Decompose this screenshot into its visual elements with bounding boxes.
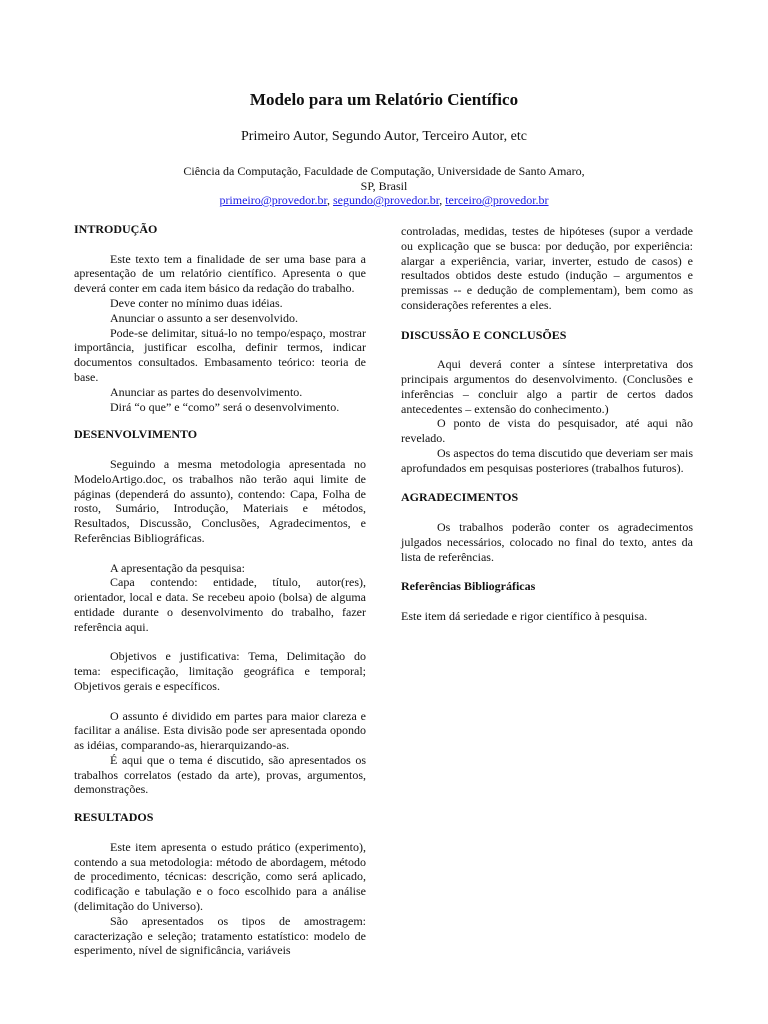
paragraph: Os trabalhos poderão conter os agradecimentos julgados necessários, colocado no final do texto, antes da lista de referências. bbox=[401, 519, 693, 564]
paragraph: Aqui deverá conter a síntese interpretativa dos principais argumentos do desenvolvimento. (Conclusões e inferências – concluir algo a partir de certos dados antecedentes – extensão do conhecimento.) bbox=[401, 357, 693, 416]
section-heading-discussao: DISCUSSÃO E CONCLUSÕES bbox=[401, 327, 567, 342]
paragraph: Os aspectos do tema discutido que deveriam ser mais aprofundados em pesquisas posteriores (trabalhos futuros). bbox=[401, 445, 693, 475]
paragraph: Pode-se delimitar, situá-lo no tempo/espaço, mostrar importância, justificar escolha, definir termos, indicar documentos consultados. Embasamento teórico: teoria de base. bbox=[74, 325, 366, 384]
email-separator: , bbox=[439, 193, 446, 207]
paragraph: Seguindo a mesma metodologia apresentada no ModeloArtigo.doc, os trabalhos não terão aqui limite de páginas (dependerá do assunto), contendo: Capa, Folha de rosto, Sumário, Introdução, Materiais e métodos, Resultados, Discussão, Conclusões, Agradecimentos, e Referências Bibliográficas. bbox=[74, 456, 366, 545]
section-heading-introducao: INTRODUÇÃO bbox=[74, 222, 158, 236]
paragraph: São apresentados os tipos de amostragem: caracterização e seleção; tratamento estatístico: modelo de esperimento, nível de significância, variáveis bbox=[74, 913, 366, 958]
paragraph: Este item apresenta o estudo prático (experimento), contendo a sua metodologia: método de abordagem, método de procedimento, técnicas: descrição, como será aplicado, codificação e tabulação e o foco escolhido para a análise (delimitação do Universo). bbox=[74, 839, 366, 914]
right-column bbox=[401, 224, 693, 624]
email-link-primeiro[interactable]: primeiro@provedor.br bbox=[219, 193, 327, 207]
paragraph: Anunciar as partes do desenvolvimento. bbox=[110, 384, 303, 399]
paragraph: controladas, medidas, testes de hipóteses (supor a verdade ou explicação que se busca: por dedução, por experiência: alargar a experiência, variar, inverter, estudo de casos) e resultados obtidos deste estudo (indução – argumentos e premissas -- e dedução de complementam), bem como as considerações referentes a eles. bbox=[401, 224, 693, 312]
section-heading-desenvolvimento: DESENVOLVIMENTO bbox=[74, 427, 198, 442]
paragraph: O ponto de vista do pesquisador, até aqui não revelado. bbox=[401, 416, 693, 446]
authors-line: Primeiro Autor, Segundo Autor, Terceiro Autor, etc bbox=[241, 129, 527, 144]
paragraph: Capa contendo: entidade, título, autor(res), orientador, local e data. Se recebeu apoio (bolsa) de alguma entidade durante o desenvolvimento do trabalho, fazer referência aqui. bbox=[74, 575, 366, 634]
email-list bbox=[150, 193, 618, 208]
left-column bbox=[74, 222, 366, 958]
email-link-terceiro[interactable]: terceiro@provedor.br bbox=[445, 193, 549, 207]
paragraph: Anunciar o assunto a ser desenvolvido. bbox=[110, 310, 298, 325]
section-heading-resultados: RESULTADOS bbox=[74, 810, 154, 825]
affiliation-line-1: Ciência da Computação, Faculdade de Computação, Universidade de Santo Amaro, bbox=[183, 164, 585, 178]
paragraph: Este item dá seriedade e rigor científico à pesquisa. bbox=[401, 608, 648, 623]
section-heading-referencias: Referências Bibliográficas bbox=[401, 579, 536, 594]
affiliation-line-2: SP, Brasil bbox=[360, 178, 408, 193]
paragraph: Este texto tem a finalidade de ser uma base para a apresentação de um relatório científico. Apresenta o que deverá conter em cada item básico da redação do trabalho. bbox=[74, 251, 366, 296]
email-link-segundo[interactable]: segundo@provedor.br bbox=[332, 193, 440, 207]
section-heading-agradecimentos: AGRADECIMENTOS bbox=[401, 490, 519, 505]
paragraph: É aqui que o tema é discutido, são apresentados os trabalhos correlatos (estado da arte), provas, argumentos, demonstrações. bbox=[74, 752, 366, 797]
email-separator: , bbox=[326, 193, 333, 207]
paragraph: O assunto é dividido em partes para maior clareza e facilitar a análise. Esta divisão pode ser apresentada opondo as idéias, comparando-as, hierarquizando-as. bbox=[74, 708, 366, 753]
paragraph: Deve conter no mínimo duas idéias. bbox=[110, 295, 283, 310]
paragraph: A apresentação da pesquisa: bbox=[110, 560, 245, 575]
paragraph: Objetivos e justificativa: Tema, Delimitação do tema: especificação, limitação geográfica e temporal; Objetivos gerais e específicos. bbox=[74, 649, 366, 693]
affiliation bbox=[150, 164, 618, 208]
paragraph: Dirá “o que” e “como” será o desenvolvimento. bbox=[110, 399, 340, 414]
paper-title: Modelo para um Relatório Científico bbox=[249, 90, 519, 109]
